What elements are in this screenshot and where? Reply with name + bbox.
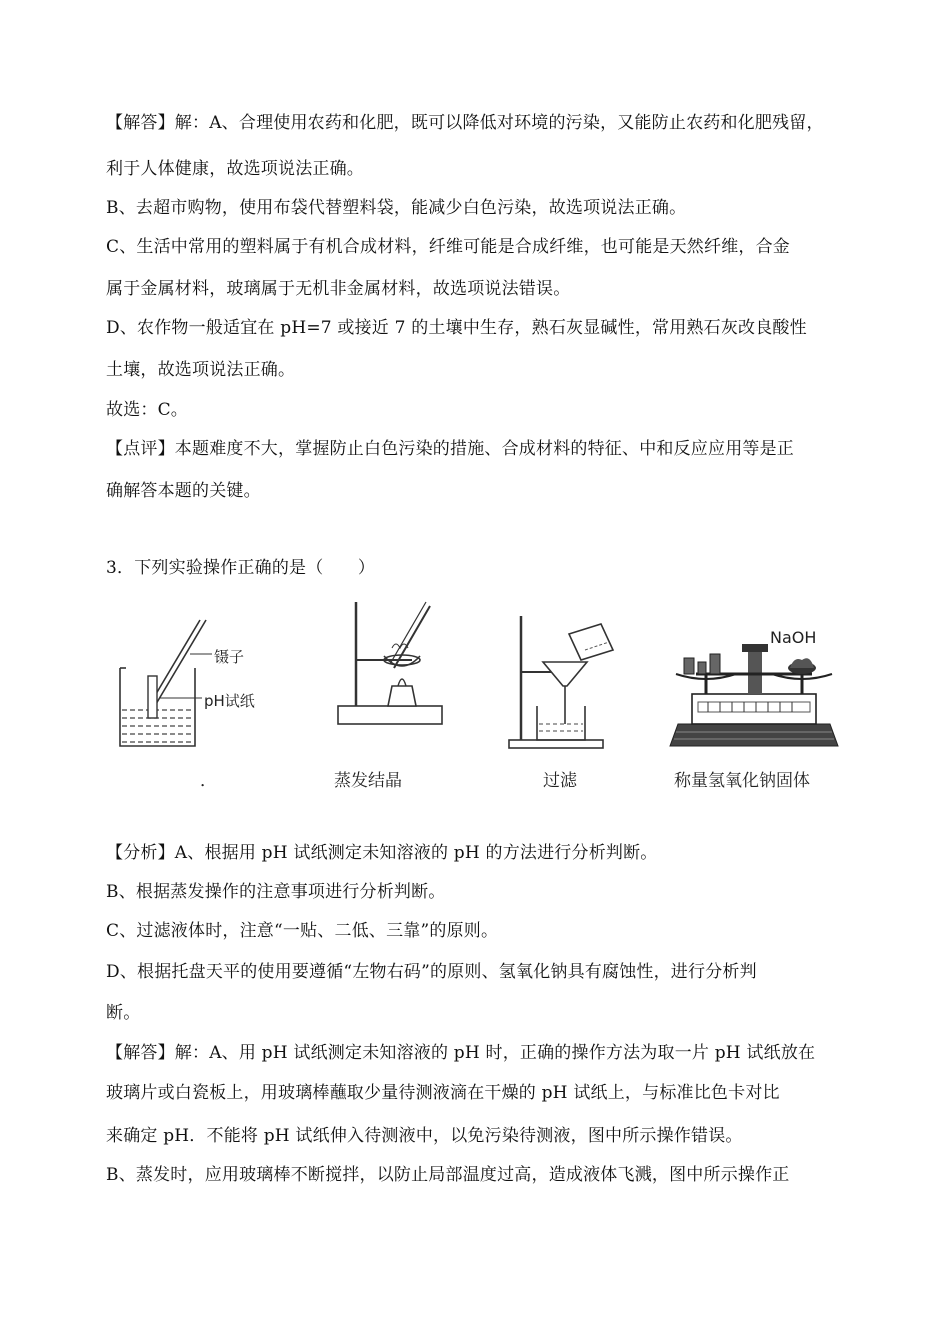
filtration-diagram [505, 598, 635, 753]
answer-line-6: D、农作物一般适宜在 pH=7 或接近 7 的土壤中生存，熟石灰显碱性，常用熟石灰改良酸性 [106, 318, 807, 338]
solution-line-4: B、蒸发时，应用玻璃棒不断搅拌，以防止局部温度过高，造成液体飞溅，图中所示操作正 [106, 1165, 790, 1185]
tweezers-label: 镊子 [214, 648, 245, 666]
naoh-label: NaOH [770, 628, 817, 647]
comment-line-2: 确解答本题的关键。 [106, 481, 261, 501]
answer-line-4: C、生活中常用的塑料属于有机合成材料，纤维可能是合成纤维，也可能是天然纤维，合金 [106, 237, 791, 257]
answer-line-8: 故选：C。 [106, 400, 189, 420]
analysis-line-1: 【分析】A、根据用 pH 试纸测定未知溶液的 pH 的方法进行分析判断。 [106, 843, 658, 863]
evaporation-diagram [330, 598, 460, 733]
answer-line-1: 【解答】解：A、合理使用农药和化肥，既可以降低对环境的污染，又能防止农药和化肥残留， [106, 113, 824, 133]
figure-c [505, 598, 635, 798]
answer-line-5: 属于金属材料，玻璃属于无机非金属材料，故选项说法错误。 [106, 279, 571, 299]
solution-line-3: 来确定 pH．不能将 pH 试纸伸入待测液中，以免污染待测液，图中所示操作错误。 [106, 1126, 743, 1146]
analysis-line-3: C、过滤液体时，注意“一贴、二低、三靠”的原则。 [106, 921, 499, 941]
solution-line-1: 【解答】解：A、用 pH 试纸测定未知溶液的 pH 时，正确的操作方法为取一片 pH 试纸放在 [106, 1043, 816, 1063]
experiment-figures [100, 598, 860, 798]
analysis-line-4: D、根据托盘天平的使用要遵循“左物右码”的原则、氢氧化钠具有腐蚀性，进行分析判 [106, 962, 757, 982]
figure-a [100, 598, 280, 798]
figure-b [330, 598, 460, 798]
figure-d [662, 598, 852, 798]
balance-diagram [662, 598, 852, 753]
ph-paper-label: pH试纸 [204, 692, 255, 710]
analysis-line-2: B、根据蒸发操作的注意事项进行分析判断。 [106, 882, 446, 902]
figure-c-caption: 过滤 [543, 771, 577, 791]
analysis-line-5: 断。 [106, 1003, 141, 1023]
figure-d-caption: 称量氢氧化钠固体 [674, 771, 810, 791]
figure-b-caption: 蒸发结晶 [334, 771, 402, 791]
comment-line-1: 【点评】本题难度不大，掌握防止白色污染的措施、合成材料的特征、中和反应应用等是正 [106, 439, 794, 459]
answer-line-7: 土壤，故选项说法正确。 [106, 360, 296, 380]
question-3: 3．下列实验操作正确的是（ ） [106, 558, 376, 578]
beaker-ph-paper-diagram [100, 598, 280, 758]
answer-line-3: B、去超市购物，使用布袋代替塑料袋，能减少白色污染，故选项说法正确。 [106, 198, 687, 218]
answer-line-2: 利于人体健康，故选项说法正确。 [106, 159, 364, 179]
solution-line-2: 玻璃片或白瓷板上，用玻璃棒蘸取少量待测液滴在干燥的 pH 试纸上，与标准比色卡对比 [106, 1083, 780, 1103]
figure-a-caption: ． [200, 771, 217, 791]
